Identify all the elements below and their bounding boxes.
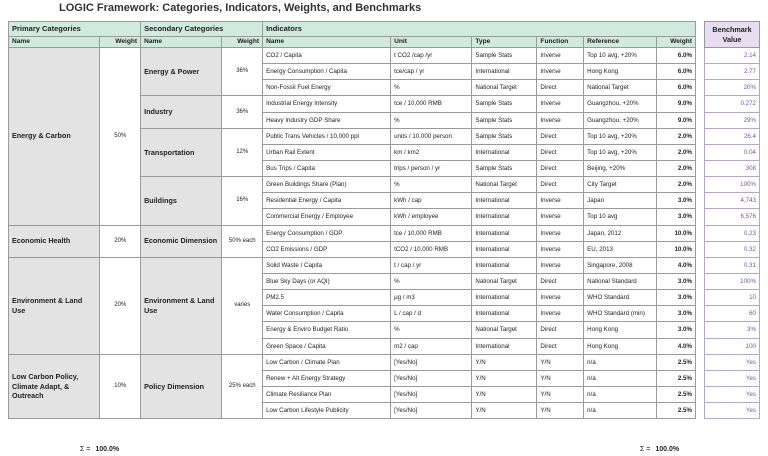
indicator-function: Y/N xyxy=(537,370,584,386)
table-row xyxy=(705,209,760,225)
table-row xyxy=(705,193,760,209)
secondary-category-weight: 50% each xyxy=(222,225,263,257)
secondary-category-weight: 16% xyxy=(222,177,263,225)
indicator-unit: kWh / cap xyxy=(391,193,472,209)
indicator-weight: 2.5% xyxy=(657,403,696,419)
indicator-function: Direct xyxy=(537,338,584,354)
indicator-weight: 2.5% xyxy=(657,386,696,402)
indicator-function: Direct xyxy=(537,80,584,96)
indicator-type: Sample Stats xyxy=(472,160,537,176)
indicator-name: Residential Energy / Capita xyxy=(263,193,391,209)
benchmark-value: 60 xyxy=(705,306,760,322)
benchmark-value: 100 xyxy=(705,338,760,354)
table-row xyxy=(705,80,760,96)
benchmark-value: Yes xyxy=(705,403,760,419)
indicator-function: Inverse xyxy=(537,225,584,241)
indicator-type: Sample Stats xyxy=(472,48,537,64)
indicator-type: National Target xyxy=(472,177,537,193)
indicator-reference: n/a xyxy=(584,370,657,386)
indicator-type: Y/N xyxy=(472,386,537,402)
col-header-weight: Weight xyxy=(657,37,696,48)
indicator-unit: % xyxy=(391,322,472,338)
indicator-weight-sum xyxy=(640,446,679,453)
primary-category-name: Energy & Carbon xyxy=(9,48,100,226)
indicator-reference: EU, 2013 xyxy=(584,241,657,257)
col-header-reference: Reference xyxy=(584,37,657,48)
benchmark-value: Yes xyxy=(705,354,760,370)
primary-category-weight: 10% xyxy=(100,354,141,419)
indicator-weight: 4.0% xyxy=(657,338,696,354)
indicator-weight: 2.0% xyxy=(657,144,696,160)
indicator-unit: % xyxy=(391,112,472,128)
indicator-name: Commercial Energy / Employee xyxy=(263,209,391,225)
indicator-unit: trips / person / yr xyxy=(391,160,472,176)
indicator-function: Inverse xyxy=(537,241,584,257)
indicator-reference: WHO Standard (min) xyxy=(584,306,657,322)
indicator-weight: 2.0% xyxy=(657,177,696,193)
indicator-weight: 3.0% xyxy=(657,273,696,289)
table-row xyxy=(705,257,760,273)
indicator-function: Inverse xyxy=(537,290,584,306)
indicator-name: Water Consumption / Capita xyxy=(263,306,391,322)
indicator-function: Inverse xyxy=(537,64,584,80)
indicator-unit: t / cap / yr xyxy=(391,257,472,273)
secondary-category-name: Transportation xyxy=(141,128,222,176)
indicator-name: Energy Consumption / Capita xyxy=(263,64,391,80)
benchmark-value: 26.4 xyxy=(705,128,760,144)
indicator-function: Inverse xyxy=(537,112,584,128)
secondary-category-name: Economic Dimension xyxy=(141,225,222,257)
indicator-name: Urban Rail Extent xyxy=(263,144,391,160)
col-header-name: Name xyxy=(263,37,391,48)
indicator-unit: [Yes/No] xyxy=(391,370,472,386)
indicator-weight: 2.0% xyxy=(657,128,696,144)
indicator-type: International xyxy=(472,290,537,306)
indicator-type: Sample Stats xyxy=(472,128,537,144)
secondary-category-name: Policy Dimension xyxy=(141,354,222,419)
indicator-reference: Japan, 2012 xyxy=(584,225,657,241)
indicator-weight: 3.0% xyxy=(657,209,696,225)
secondary-category-weight: 36% xyxy=(222,96,263,128)
indicator-reference: Hong Kong xyxy=(584,64,657,80)
secondary-header: Secondary Categories xyxy=(141,22,263,37)
indicator-name: Non-Fossil Fuel Energy xyxy=(263,80,391,96)
indicator-reference: WHO Standard xyxy=(584,290,657,306)
indicator-reference: Japan xyxy=(584,193,657,209)
indicator-unit: [Yes/No] xyxy=(391,354,472,370)
indicator-function: Inverse xyxy=(537,257,584,273)
table-row xyxy=(705,225,760,241)
table-row xyxy=(9,257,696,273)
indicator-type: International xyxy=(472,225,537,241)
table-row xyxy=(705,370,760,386)
indicator-weight: 4.0% xyxy=(657,257,696,273)
indicator-function: Direct xyxy=(537,144,584,160)
indicator-reference: National Standard xyxy=(584,273,657,289)
secondary-category-name: Environment & Land Use xyxy=(141,257,222,354)
table-row xyxy=(9,354,696,370)
col-header-weight: Weight xyxy=(100,37,141,48)
table-row xyxy=(705,403,760,419)
benchmark-value: 3% xyxy=(705,322,760,338)
indicator-type: International xyxy=(472,64,537,80)
indicator-unit: m2 / cap xyxy=(391,338,472,354)
indicator-name: Bus Trips / Capita xyxy=(263,160,391,176)
table-row xyxy=(705,64,760,80)
indicator-name: PM2.5 xyxy=(263,290,391,306)
indicator-function: Inverse xyxy=(537,209,584,225)
col-header-function: Function xyxy=(537,37,584,48)
indicator-type: Y/N xyxy=(472,370,537,386)
indicator-unit: % xyxy=(391,273,472,289)
benchmark-value: 308 xyxy=(705,160,760,176)
benchmark-value: 4,743 xyxy=(705,193,760,209)
indicator-name: Low Carbon / Climate Plan xyxy=(263,354,391,370)
indicator-reference: Top 10 avg, +20% xyxy=(584,144,657,160)
indicator-name: Low Carbon Lifestyle Publicity xyxy=(263,403,391,419)
indicator-unit: tce / 10,000 RMB xyxy=(391,96,472,112)
indicator-weight: 3.0% xyxy=(657,290,696,306)
indicator-unit: % xyxy=(391,177,472,193)
col-header-unit: Unit xyxy=(391,37,472,48)
indicator-type: National Target xyxy=(472,322,537,338)
indicator-unit: tce / 10,000 RMB xyxy=(391,225,472,241)
indicator-function: Direct xyxy=(537,177,584,193)
table-row xyxy=(705,273,760,289)
indicator-name: Public Trans Vehicles / 10,000 ppl xyxy=(263,128,391,144)
indicator-type: Sample Stats xyxy=(472,112,537,128)
col-header-weight: Weight xyxy=(222,37,263,48)
indicator-function: Inverse xyxy=(537,96,584,112)
indicator-weight: 2.5% xyxy=(657,370,696,386)
primary-weight-sum xyxy=(80,446,119,453)
table-row xyxy=(9,48,696,64)
benchmark-header: Benchmark Value xyxy=(705,22,760,48)
indicator-name: Heavy Industry GDP Share xyxy=(263,112,391,128)
indicator-unit: tce/cap / yr xyxy=(391,64,472,80)
indicator-type: Y/N xyxy=(472,403,537,419)
benchmark-value: 0.272 xyxy=(705,96,760,112)
secondary-category-weight: 25% each xyxy=(222,354,263,419)
indicator-type: International xyxy=(472,257,537,273)
table-row xyxy=(705,306,760,322)
indicator-type: International xyxy=(472,338,537,354)
indicator-name: Climate Resiliance Plan xyxy=(263,386,391,402)
indicator-weight: 2.0% xyxy=(657,160,696,176)
table-row xyxy=(705,386,760,402)
indicators-header: Indicators xyxy=(263,22,696,37)
indicator-type: Y/N xyxy=(472,354,537,370)
indicator-reference: Top 10 avg xyxy=(584,209,657,225)
indicator-reference: Guangzhou, +20% xyxy=(584,96,657,112)
indicator-weight: 10.0% xyxy=(657,241,696,257)
table-row xyxy=(705,241,760,257)
benchmark-value: 0.32 xyxy=(705,241,760,257)
secondary-category-weight: 12% xyxy=(222,128,263,176)
benchmark-value: 0.31 xyxy=(705,257,760,273)
indicator-reference: n/a xyxy=(584,403,657,419)
indicator-unit: L / cap / d xyxy=(391,306,472,322)
indicator-name: CO2 / Capita xyxy=(263,48,391,64)
col-header-type: Type xyxy=(472,37,537,48)
indicator-reference: Hong Kong xyxy=(584,338,657,354)
indicator-reference: n/a xyxy=(584,386,657,402)
indicator-reference: Guangzhou, +20% xyxy=(584,112,657,128)
indicator-type: International xyxy=(472,209,537,225)
indicator-weight: 3.0% xyxy=(657,306,696,322)
indicator-unit: [Yes/No] xyxy=(391,386,472,402)
benchmark-value: 0.23 xyxy=(705,225,760,241)
indicator-reference: Top 10 avg, +20% xyxy=(584,128,657,144)
indicator-function: Direct xyxy=(537,128,584,144)
table-row xyxy=(705,338,760,354)
benchmark-value: 2.77 xyxy=(705,64,760,80)
indicator-name: Energy & Enviro Budget Ratio xyxy=(263,322,391,338)
table-row xyxy=(705,290,760,306)
indicator-function: Y/N xyxy=(537,403,584,419)
table-row xyxy=(705,144,760,160)
primary-category-weight: 50% xyxy=(100,48,141,226)
indicator-function: Y/N xyxy=(537,386,584,402)
indicator-reference: n/a xyxy=(584,354,657,370)
indicator-function: Inverse xyxy=(537,306,584,322)
benchmark-value: Yes xyxy=(705,370,760,386)
table-row xyxy=(705,177,760,193)
framework-table xyxy=(8,21,696,419)
indicator-name: Green Space / Capita xyxy=(263,338,391,354)
sum-value: 100.0% xyxy=(95,446,120,453)
benchmark-value: 100% xyxy=(705,273,760,289)
indicator-type: Sample Stats xyxy=(472,96,537,112)
benchmark-value: 10 xyxy=(705,290,760,306)
table-row xyxy=(705,112,760,128)
indicator-weight: 10.0% xyxy=(657,225,696,241)
secondary-category-name: Industry xyxy=(141,96,222,128)
indicator-reference: National Target xyxy=(584,80,657,96)
indicator-type: International xyxy=(472,193,537,209)
page-title: LOGIC Framework: Categories, Indicators, Weights, and Benchmarks xyxy=(59,2,422,14)
indicator-reference: City Target xyxy=(584,177,657,193)
benchmark-value: 29% xyxy=(705,112,760,128)
benchmark-value: 2.14 xyxy=(705,48,760,64)
indicator-weight: 9.0% xyxy=(657,96,696,112)
indicator-weight: 6.0% xyxy=(657,80,696,96)
secondary-category-weight: 36% xyxy=(222,48,263,96)
primary-category-name: Environment & Land Use xyxy=(9,257,100,354)
primary-category-weight: 20% xyxy=(100,257,141,354)
indicator-unit: t CO2 /cap /yr xyxy=(391,48,472,64)
sum-symbol: Σ = xyxy=(80,446,91,453)
table-row xyxy=(705,322,760,338)
primary-category-weight: 20% xyxy=(100,225,141,257)
indicator-name: Green Buildings Share (Plan) xyxy=(263,177,391,193)
benchmark-value: 6,576 xyxy=(705,209,760,225)
table-row xyxy=(705,48,760,64)
sum-value: 100.0% xyxy=(655,446,680,453)
indicator-weight: 6.0% xyxy=(657,48,696,64)
indicator-name: Blue Sky Days (or AQI) xyxy=(263,273,391,289)
indicator-unit: units / 10,000 person xyxy=(391,128,472,144)
indicator-name: Solid Waste / Capita xyxy=(263,257,391,273)
indicator-weight: 9.0% xyxy=(657,112,696,128)
indicator-function: Direct xyxy=(537,160,584,176)
benchmark-value: Yes xyxy=(705,386,760,402)
indicator-unit: [Yes/No] xyxy=(391,403,472,419)
col-header-name: Name xyxy=(141,37,222,48)
indicator-reference: Top 10 avg, +20% xyxy=(584,48,657,64)
benchmark-value: 20% xyxy=(705,80,760,96)
table-row xyxy=(705,96,760,112)
indicator-type: National Target xyxy=(472,273,537,289)
primary-category-name: Low Carbon Policy, Climate Adapt, & Outreach xyxy=(9,354,100,419)
secondary-category-weight: varies xyxy=(222,257,263,354)
indicator-unit: % xyxy=(391,80,472,96)
indicator-type: International xyxy=(472,144,537,160)
benchmark-table xyxy=(704,21,760,419)
sum-symbol: Σ = xyxy=(640,446,651,453)
indicator-reference: Beijing, +20% xyxy=(584,160,657,176)
primary-category-name: Economic Health xyxy=(9,225,100,257)
indicator-name: CO2 Emissions / GDP xyxy=(263,241,391,257)
indicator-function: Y/N xyxy=(537,354,584,370)
table-row xyxy=(705,160,760,176)
indicator-name: Energy Consumption / GDP xyxy=(263,225,391,241)
indicator-type: International xyxy=(472,306,537,322)
indicator-weight: 6.0% xyxy=(657,64,696,80)
indicator-unit: km / km2 xyxy=(391,144,472,160)
indicator-unit: μg / m3 xyxy=(391,290,472,306)
table-row xyxy=(705,128,760,144)
primary-header: Primary Categories xyxy=(9,22,141,37)
benchmark-value: 0.04 xyxy=(705,144,760,160)
indicator-unit: kWh / employee xyxy=(391,209,472,225)
indicator-weight: 3.0% xyxy=(657,193,696,209)
indicator-type: International xyxy=(472,241,537,257)
indicator-name: Renew + Alt Energy Strategy xyxy=(263,370,391,386)
secondary-category-name: Buildings xyxy=(141,177,222,225)
secondary-category-name: Energy & Power xyxy=(141,48,222,96)
table-row xyxy=(705,354,760,370)
col-header-name: Name xyxy=(9,37,100,48)
indicator-reference: Singapore, 2008 xyxy=(584,257,657,273)
indicator-name: Industrial Energy Intensity xyxy=(263,96,391,112)
indicator-weight: 3.0% xyxy=(657,322,696,338)
indicator-type: National Target xyxy=(472,80,537,96)
indicator-function: Direct xyxy=(537,273,584,289)
indicator-function: Inverse xyxy=(537,193,584,209)
indicator-reference: Hong Kong xyxy=(584,322,657,338)
indicator-function: Direct xyxy=(537,322,584,338)
benchmark-value: 100% xyxy=(705,177,760,193)
indicator-weight: 2.5% xyxy=(657,354,696,370)
indicator-function: Inverse xyxy=(537,48,584,64)
indicator-unit: tCO2 / 10,000 RMB xyxy=(391,241,472,257)
table-row xyxy=(9,225,696,241)
